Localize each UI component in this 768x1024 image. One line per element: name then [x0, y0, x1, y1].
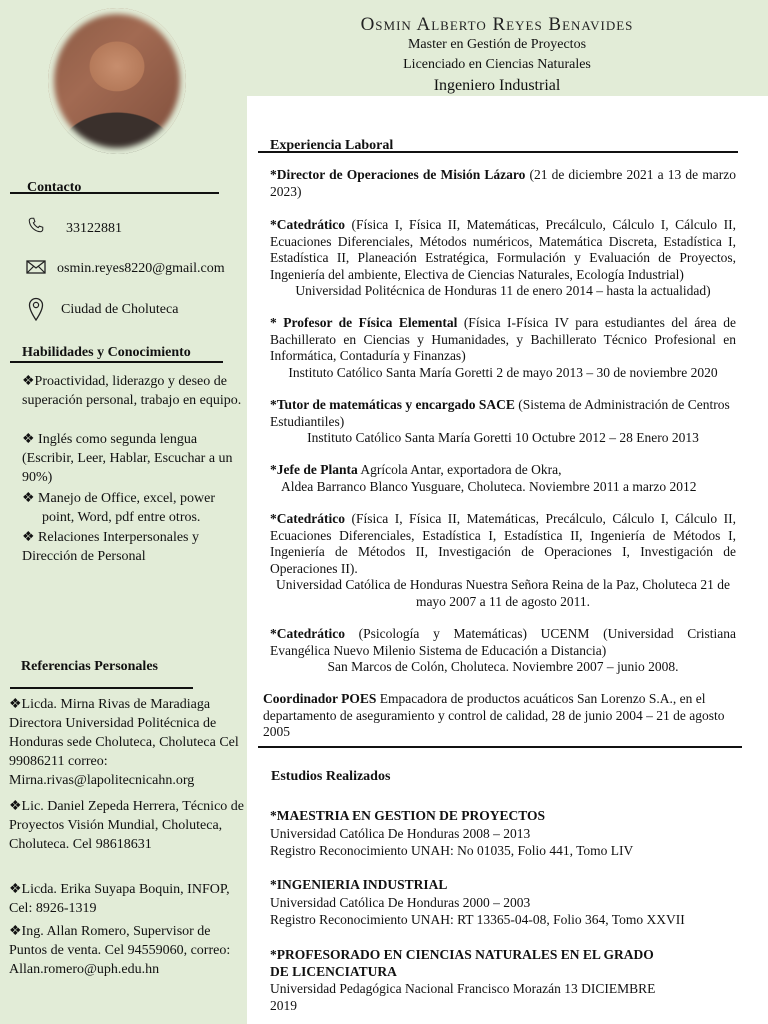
- experience-item: [270, 462, 736, 479]
- contact-phone: 33122881: [66, 221, 122, 236]
- education-item: [270, 877, 736, 929]
- education-school: Universidad Católica De Honduras 2008 – 2013: [270, 825, 531, 841]
- skill-item: ❖ Relaciones Interpersonales y Dirección de Personal: [22, 530, 199, 564]
- person-name: Osmin Alberto Reyes Benavides: [360, 14, 634, 35]
- contact-email: osmin.reyes8220@gmail.com: [57, 261, 225, 276]
- experience-place: Instituto Católico Santa María Goretti 10 Octubre 2012 – 28 Enero 2013: [307, 430, 699, 445]
- education-school: Universidad Pedagógica Nacional Francisco Morazán 13 DICIEMBRE 2019: [270, 981, 656, 1013]
- experience-place: Universidad Politécnica de Honduras 11 de enero 2014 – hasta la actualidad): [295, 283, 711, 298]
- experience-role: Coordinador POES: [263, 691, 377, 706]
- title-licenciado: Licenciado en Ciencias Naturales: [403, 57, 591, 72]
- experience-role: *Jefe de Planta: [270, 462, 358, 477]
- experience-item: [270, 397, 736, 430]
- experience-role: * Profesor de Física Elemental: [270, 315, 458, 330]
- experience-desc: Agrícola Antar, exportadora de Okra,: [357, 462, 562, 477]
- experience-place: San Marcos de Colón, Choluteca. Noviembre 2007 – junio 2008.: [327, 659, 679, 674]
- education-registry: Registro Reconocimiento UNAH: RT 13365-04-08, Folio 364, Tomo XXVII: [270, 912, 685, 927]
- experience-role: *Tutor de matemáticas y encargado SACE: [270, 397, 515, 412]
- education-top-divider: [258, 746, 742, 748]
- mail-icon: [26, 259, 46, 280]
- experience-desc: (Física I-Física IV para estudiantes del área de Bachillerato en Ciencias y Humanidades, y Bachillerato Técnico Profesional en Informática, Contaduría y Finanzas): [270, 315, 736, 363]
- experience-desc: Empacadora de productos acuáticos San Lorenzo S.A., en el departamento de aseguramiento y control de calidad, 28 de junio 2004 – 21 de agosto 2005: [263, 691, 725, 739]
- experience-place: Universidad Católica de Honduras Nuestra Señora Reina de la Paz, Choluteca 21 de mayo 2007 a 11 de agosto 2011.: [276, 577, 730, 609]
- experience-desc: (Sistema de Administración de Centros Estudiantiles): [270, 397, 730, 429]
- experience-desc: (Física I, Física II, Matemáticas, Precálculo, Cálculo I, Cálculo II, Ecuaciones Diferenciales, Métodos numéricos, Matemática Discreta, Estadística I, Estadística II, Planeación Estratégica, Formulación y Evaluación de Proyectos, Ingeniería del ambiente, Electiva de Ciencias Naturales, Ecología Industrial): [270, 217, 736, 282]
- education-heading: Estudios Realizados: [271, 769, 391, 784]
- skills-heading: Habilidades y Conocimiento: [22, 345, 191, 360]
- experience-heading: Experiencia Laboral: [270, 138, 394, 153]
- contact-heading: Contacto: [27, 180, 82, 195]
- experience-item: [270, 511, 736, 577]
- experience-place: Instituto Católico Santa María Goretti 2 de mayo 2013 – 30 de noviembre 2020: [288, 365, 718, 380]
- education-degree: *INGENIERIA INDUSTRIAL: [270, 877, 448, 892]
- education-item: [270, 947, 670, 1014]
- profile-photo: [48, 8, 186, 154]
- experience-desc: (21 de diciembre 2021 a 13 de marzo 2023): [270, 167, 736, 199]
- experience-item: [270, 167, 736, 200]
- experience-role: *Catedrático: [270, 511, 345, 526]
- experience-item: [270, 626, 736, 659]
- experience-role: *Catedrático: [270, 626, 345, 641]
- skill-item: ❖ Inglés como segunda lengua (Escribir, Leer, Hablar, Escuchar a un 90%): [22, 432, 233, 485]
- education-school: Universidad Católica De Honduras 2000 – 2003: [270, 894, 531, 910]
- skill-item: ❖ Manejo de Office, excel, power point, Word, pdf entre otros.: [22, 491, 216, 525]
- phone-icon: [27, 216, 45, 239]
- experience-role: *Catedrático: [270, 217, 345, 232]
- references-heading: Referencias Personales: [21, 659, 158, 674]
- reference-item: ❖Licda. Mirna Rivas de Maradiaga Directora Universidad Politécnica de Honduras sede Choluteca, Choluteca Cel 99086211 correo: Mirna.rivas@lapolitecnicahn.org: [9, 697, 239, 788]
- title-master: Master en Gestión de Proyectos: [407, 37, 587, 52]
- experience-item: [263, 691, 733, 741]
- reference-item: ❖Lic. Daniel Zepeda Herrera, Técnico de Proyectos Visión Mundial, Choluteca, Choluteca. Cel 98618631: [9, 799, 244, 852]
- experience-desc: (Física I, Física II, Matemáticas, Precálculo, Cálculo I, Cálculo II, Ecuaciones Diferenciales, Estadística I, Estadística II, Ingeniería de Métodos I, Ingeniería de Métodos II, Investigación de Operaciones I, Investigación de Operaciones II).: [270, 511, 736, 576]
- experience-divider: [258, 151, 738, 153]
- education-degree: *MAESTRIA EN GESTION DE PROYECTOS: [270, 808, 546, 823]
- title-ingeniero: Ingeniero Industrial: [433, 77, 561, 94]
- reference-item: ❖Ing. Allan Romero, Supervisor de Puntos de venta. Cel 94559060, correo: Allan.romero@uph.edu.hn: [9, 924, 231, 977]
- education-degree: *PROFESORADO EN CIENCIAS NATURALES EN EL GRADO DE LICENCIATURA: [270, 947, 654, 979]
- experience-place: Aldea Barranco Blanco Yusguare, Choluteca. Noviembre 2011 a marzo 2012: [281, 479, 697, 494]
- skill-item: ❖Proactividad, liderazgo y deseo de superación personal, trabajo en equipo.: [22, 374, 242, 408]
- experience-item: [270, 315, 736, 365]
- contact-city: Ciudad de Choluteca: [61, 302, 179, 317]
- experience-desc: (Psicología y Matemáticas) UCENM (Universidad Cristiana Evangélica Nuevo Milenio Sistema de Educación a Distancia): [270, 626, 736, 658]
- skills-divider: [10, 361, 223, 363]
- location-pin-icon: [28, 297, 44, 326]
- experience-role: *Director de Operaciones de Misión Lázaro: [270, 167, 526, 182]
- experience-item: [270, 217, 736, 283]
- references-divider: [10, 687, 193, 689]
- education-item: [270, 808, 736, 860]
- contact-divider: [10, 192, 219, 194]
- education-registry: Registro Reconocimiento UNAH: No 01035, Folio 441, Tomo LIV: [270, 843, 634, 858]
- reference-item: ❖Licda. Erika Suyapa Boquin, INFOP, Cel: 8926-1319: [9, 882, 230, 916]
